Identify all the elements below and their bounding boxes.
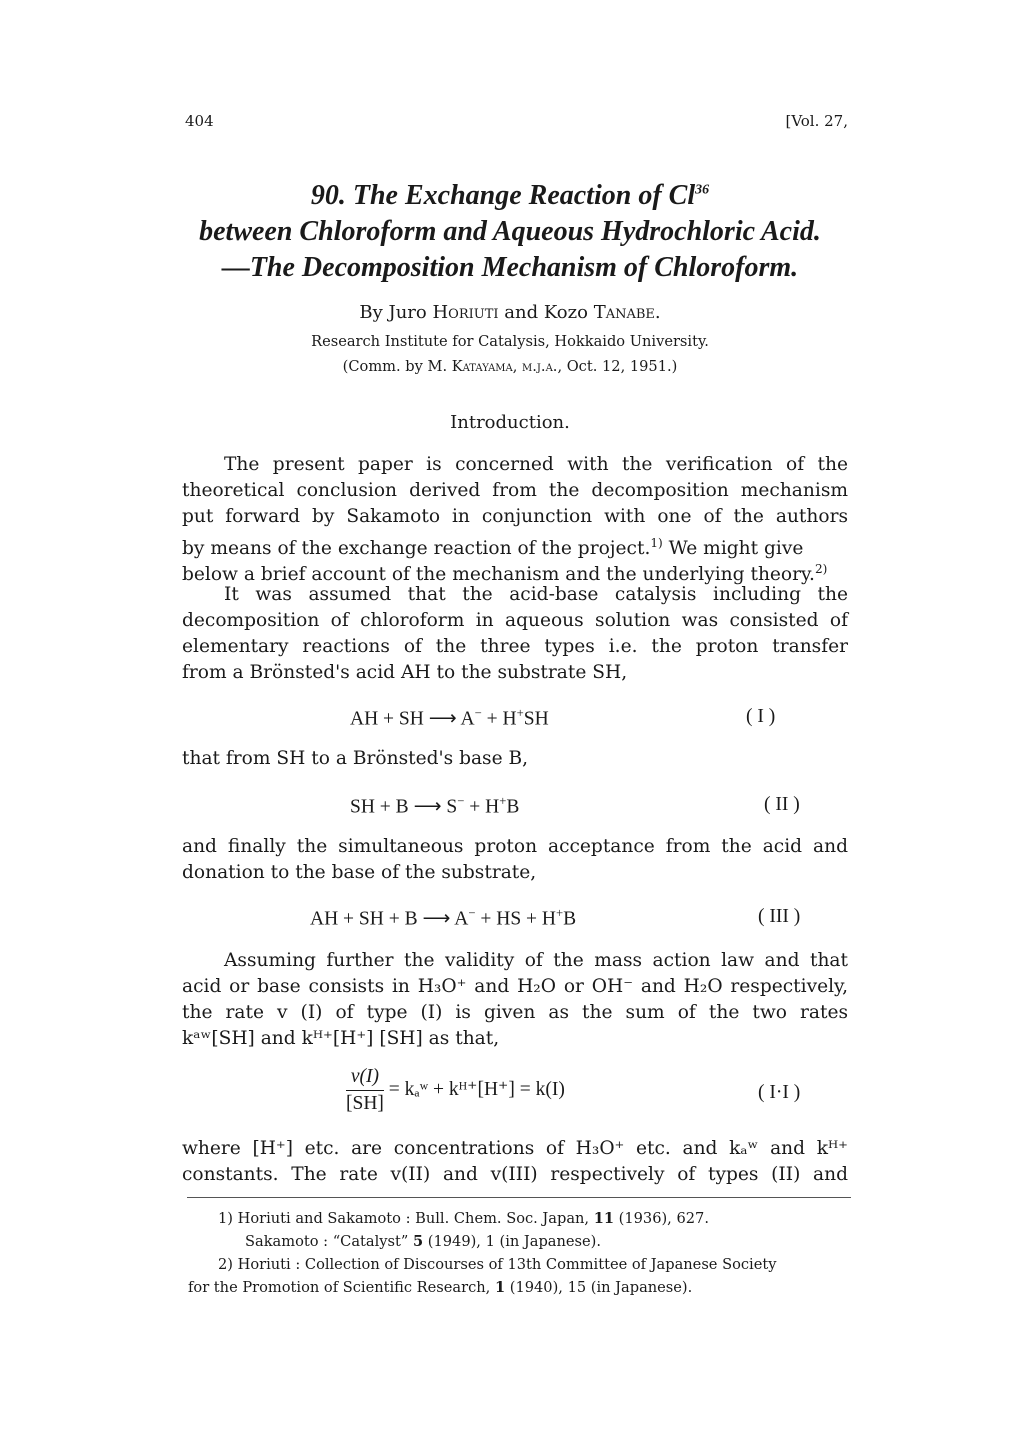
equation-4-label: ( I·I ) [758,1082,801,1103]
section-heading: Introduction. [450,412,570,433]
equation-1: AH + SH ⟶ A− + H+SH [350,706,549,730]
equation-4-fraction: $\frac{v(I)}{[SH]}$ [346,1066,384,1114]
para2-line-1: It was assumed that the acid-base catalysis including the [224,584,848,605]
footnote-1: 1) Horiuti and Sakamoto : Bull. Chem. Soc. Japan, 11 (1936), 627. [218,1210,709,1227]
para1-line-2: theoretical conclusion derived from the decomposition mechanism [182,480,848,501]
ref-2: 2) [814,562,828,576]
para2-line-2: decomposition of chloroform in aqueous solution was consisted of [182,610,848,631]
ref-1: 1) [650,536,663,550]
para2-line-3: elementary reactions of the three types i.e. the proton transfer [182,636,848,657]
footnote-2: 2) Horiuti : Collection of Discourses of 13th Committee of Japanese Society [218,1256,777,1273]
footnote-2-continued: for the Promotion of Scientific Research, 1 (1940), 15 (in Japanese). [188,1279,693,1296]
para1-line-3: put forward by Sakamoto in conjunction with one of the authors [182,506,848,527]
para4-line-4: kᵃʷ[SH] and kᴴ⁺[H⁺] [SH] as that, [182,1028,500,1049]
para4-line-1: Assuming further the validity of the mass action law and that [224,950,848,971]
para3-line-1: and finally the simultaneous proton acceptance from the acid and [182,836,848,857]
para2-line-4: from a Brönsted's acid AH to the substrate SH, [182,662,628,683]
equation-1-label: ( I ) [746,706,776,727]
equation-4: $\frac{v(I)}{[SH]}$ = kₐʷ + kᴴ⁺[H⁺] = k(I) [346,1066,565,1114]
equation-3-label: ( III ) [758,906,801,927]
arrow-icon: ⟶ [428,708,457,730]
arrow-icon: ⟶ [413,796,442,818]
equation-2-label: ( II ) [764,794,800,815]
para1-line-4: by means of the exchange reaction of the project.$^{1)}$ We might give [182,536,804,560]
equation-3: AH + SH + B ⟶ A− + HS + H+B [310,906,577,930]
byline: By Juro Horiuti and Kozo Tanabe. [359,302,661,323]
title-line-3: —The Decomposition Mechanism of Chloroform. [221,252,799,283]
footnote-divider [187,1197,851,1198]
arrow-icon: ⟶ [422,908,451,930]
page-number: 404 [185,112,214,130]
para1-line-5: below a brief account of the mechanism and the underlying theory.$^{2)}$ [182,562,828,586]
para4-line-2: acid or base consists in H₃O⁺ and H₂O or OH⁻ and H₂O respectively, [182,976,848,997]
para3-line-2: donation to the base of the substrate, [182,862,537,883]
communicated-line: (Comm. by M. Katayama, m.j.a., Oct. 12, 1951.) [342,358,678,375]
title-line-2: between Chloroform and Aqueous Hydrochloric Acid. [199,216,821,247]
volume-label: [Vol. 27, [785,112,848,130]
affiliation: Research Institute for Catalysis, Hokkaido University. [311,333,709,350]
footnote-1-continued: Sakamoto : “Catalyst” 5 (1949), 1 (in Japanese). [245,1233,601,1250]
between-text-1: that from SH to a Brönsted's base B, [182,748,529,769]
para5-line-2: constants. The rate v(II) and v(III) respectively of types (II) and [182,1164,848,1185]
title-line-1: 90. The Exchange Reaction of Cl$^{36}$ [310,180,710,211]
para1-line-1: The present paper is concerned with the verification of the [224,454,848,475]
para5-line-1: where [H⁺] etc. are concentrations of H₃O⁺ etc. and kₐʷ and kᴴ⁺ [182,1138,848,1159]
equation-2: SH + B ⟶ S− + H+B [350,794,520,818]
para4-line-3: the rate v (I) of type (I) is given as the sum of the two rates [182,1002,848,1023]
